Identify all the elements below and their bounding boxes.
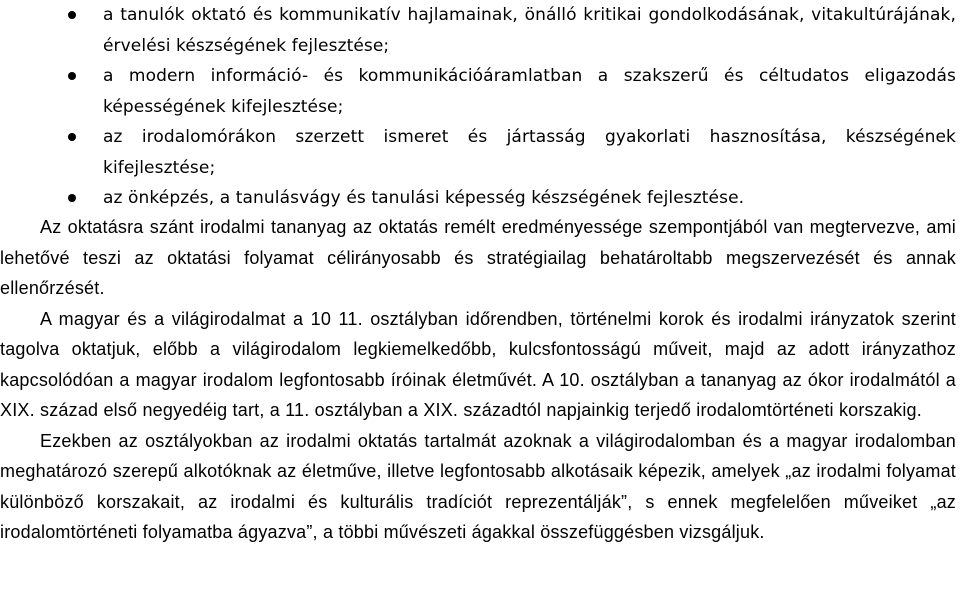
bullet-text: a tanulók oktató és kommunikatív hajlamainak, önálló kritikai gondolkodásának, vitakultúrájának, érvelési készségének fejlesztése; [103, 5, 956, 56]
bullet-dot-icon [68, 72, 76, 80]
bullet-text: az irodalomórákon szerzett ismeret és jártasság gyakorlati hasznosítása, készségének kifejlesztése; [103, 127, 956, 178]
bullet-item [0, 61, 960, 122]
bullet-item [0, 122, 960, 183]
bullet-dot-icon [68, 194, 76, 202]
bullet-text: a modern információ- és kommunikációáramlatban a szakszerű és céltudatos eligazodás képességének kifejlesztése; [103, 66, 956, 117]
paragraph-chronology: A magyar és a világirodalmat a 10 11. osztályban időrendben, történelmi korok és irodalmi irányzatok szerint tagolva oktatjuk, előbb a világirodalom legkiemelkedőbb, kulcsfontosságú műveit, majd az adott irányzathoz kapcsolódóan a magyar irodalom legfontosabb íróinak életművét. A 10. osztályban a tananyag az ókor irodalmától a XIX. század első negyedéig tart, a 11. osztályban a XIX. századtól napjainkig terjedő irodalomtörténeti korszakig. [0, 308, 956, 420]
body-paragraphs [0, 212, 956, 548]
bullet-dot-icon [68, 133, 76, 141]
objectives-bullet-list [0, 0, 960, 214]
bullet-dot-icon [68, 11, 76, 19]
paragraph-curriculum-planning: Az oktatásra szánt irodalmi tananyag az oktatás remélt eredményessége szempontjából van megtervezve, ami lehetővé teszi az oktatási folyamat célirányosabb és stratégiailag behatároltabb megszervezését és annak ellenőrzését. [0, 217, 956, 298]
bullet-item [0, 0, 960, 61]
bullet-text: az önképzés, a tanulásvágy és tanulási képesség készségének fejlesztése. [103, 188, 745, 208]
paragraph-content: Ezekben az osztályokban az irodalmi oktatás tartalmát azoknak a világirodalomban és a magyar irodalomban meghatározó szerepű alkotóknak az életműve, illetve legfontosabb alkotásaik képezik, amelyek „az irodalmi folyamat különböző korszakait, az irodalmi és kulturális tradíciót reprezentálják”, s ennek megfelelően műveiket „az irodalomtörténeti folyamatba ágyazva”, a többi művészeti ágakkal összefüggésben vizsgáljuk. [0, 430, 956, 542]
bullet-item [0, 183, 960, 214]
